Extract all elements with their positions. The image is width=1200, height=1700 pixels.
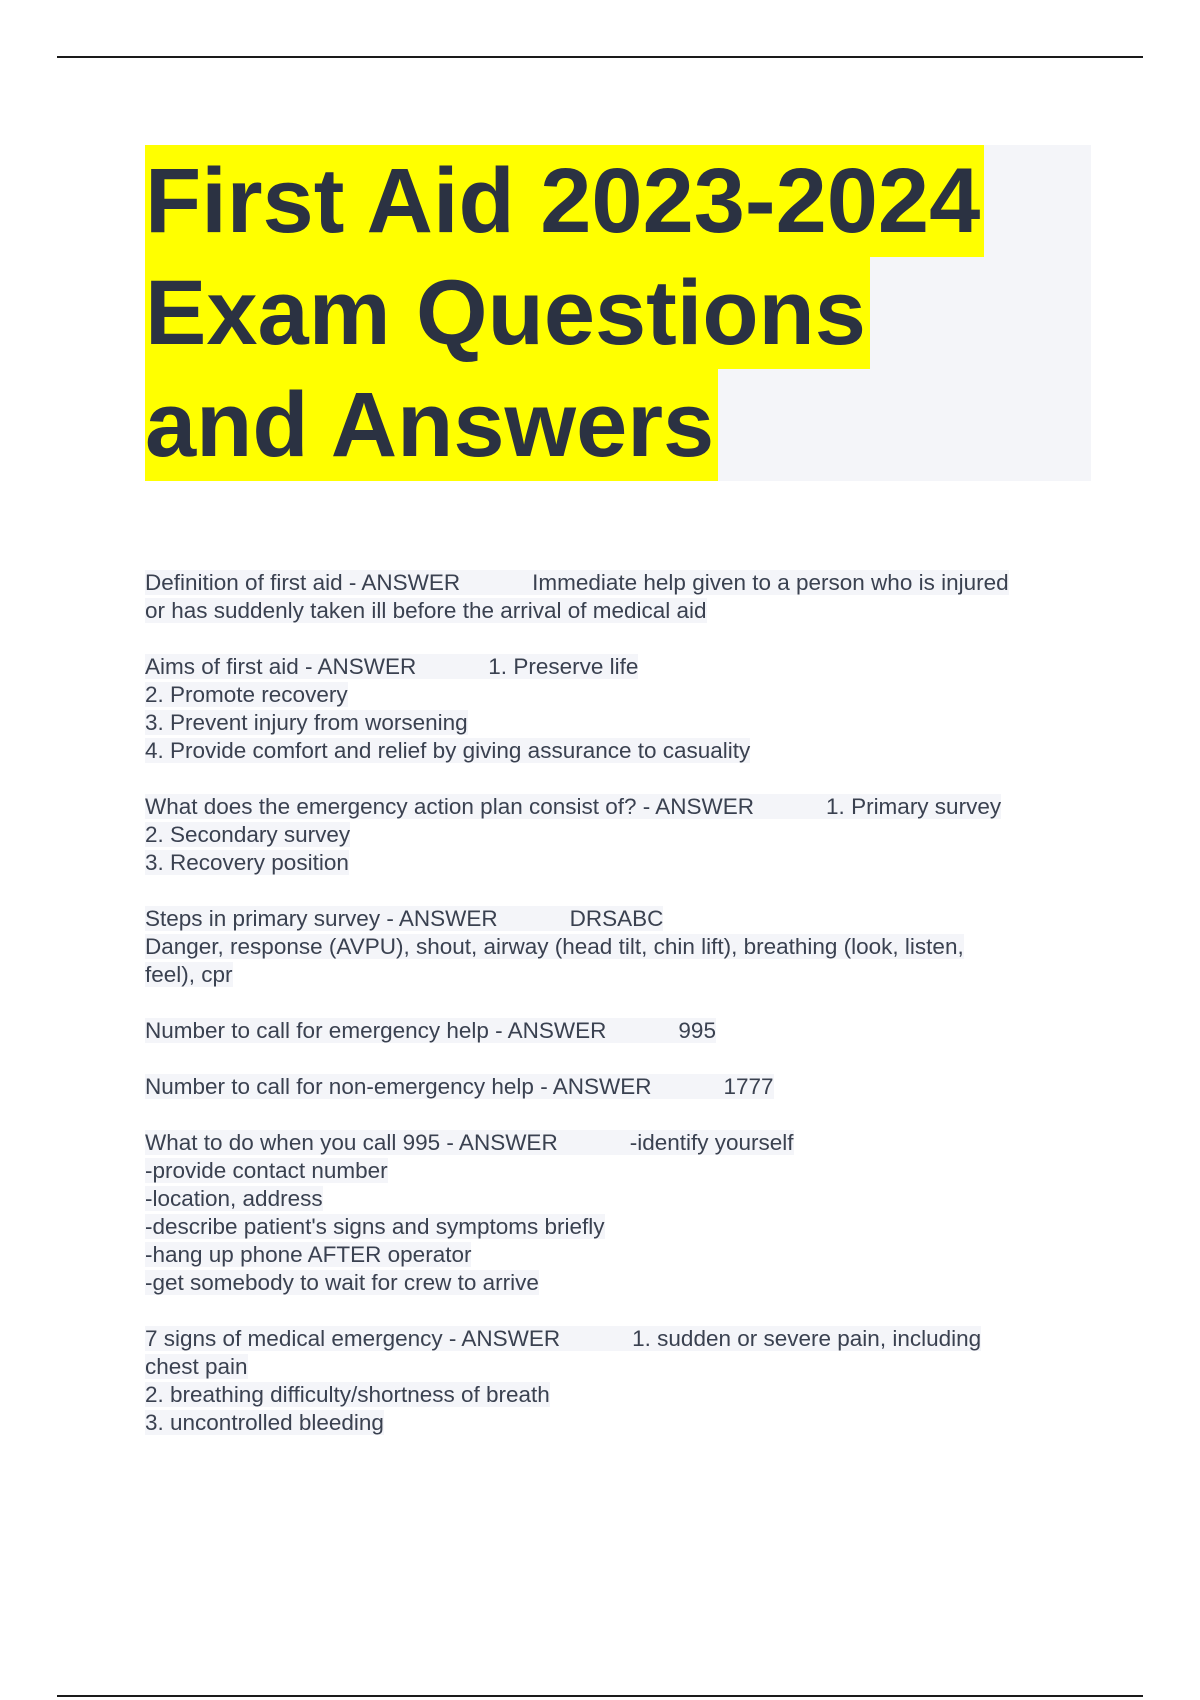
answer: Immediate help given to a person who is injured xyxy=(532,570,1009,595)
bottom-rule xyxy=(57,1695,1143,1697)
answer-line: Danger, response (AVPU), shout, airway (head tilt, chin lift), breathing (look, listen, xyxy=(145,934,964,959)
qa-item-aims xyxy=(145,653,1095,765)
answer-line: -describe patient's signs and symptoms briefly xyxy=(145,1214,605,1239)
answer-line: 2. breathing difficulty/shortness of breath xyxy=(145,1382,550,1407)
title-block xyxy=(145,145,1091,481)
answer: 1. Primary survey xyxy=(826,794,1002,819)
qa-list xyxy=(145,569,1095,1465)
answer-line: 3. uncontrolled bleeding xyxy=(145,1410,384,1435)
answer-line: 2. Promote recovery xyxy=(145,682,348,707)
qa-item-call-995 xyxy=(145,1129,1095,1297)
question: What does the emergency action plan consist of? - ANSWER xyxy=(145,794,755,819)
title-line-1: First Aid 2023-2024 xyxy=(145,145,984,257)
answer: 995 xyxy=(678,1018,716,1043)
qa-item-primary-survey xyxy=(145,905,1095,989)
qa-item-non-emergency-number xyxy=(145,1073,1095,1101)
answer: -identify yourself xyxy=(629,1130,794,1155)
question: What to do when you call 995 - ANSWER xyxy=(145,1130,558,1155)
top-rule xyxy=(57,56,1143,58)
answer-line: -provide contact number xyxy=(145,1158,388,1183)
question: 7 signs of medical emergency - ANSWER xyxy=(145,1326,561,1351)
answer-line: or has suddenly taken ill before the arrival of medical aid xyxy=(145,598,707,623)
answer-line: -location, address xyxy=(145,1186,323,1211)
answer: 1. sudden or severe pain, including xyxy=(632,1326,982,1351)
title-line-3: and Answers xyxy=(145,369,718,481)
qa-item-emergency-number xyxy=(145,1017,1095,1045)
answer: 1. Preserve life xyxy=(488,654,639,679)
qa-item-medical-emergency-signs xyxy=(145,1325,1095,1437)
title-line-2: Exam Questions xyxy=(145,257,870,369)
answer-line: feel), cpr xyxy=(145,962,233,987)
question: Number to call for non-emergency help - ANSWER xyxy=(145,1074,652,1099)
answer-line: 3. Recovery position xyxy=(145,850,349,875)
question: Steps in primary survey - ANSWER xyxy=(145,906,498,931)
answer: DRSABC xyxy=(569,906,664,931)
answer-line: 4. Provide comfort and relief by giving assurance to casuality xyxy=(145,738,751,763)
answer-line: 2. Secondary survey xyxy=(145,822,351,847)
question: Aims of first aid - ANSWER xyxy=(145,654,417,679)
qa-item-definition xyxy=(145,569,1095,625)
answer-line: 3. Prevent injury from worsening xyxy=(145,710,468,735)
answer-line: chest pain xyxy=(145,1354,248,1379)
answer-line: -get somebody to wait for crew to arrive xyxy=(145,1270,539,1295)
answer-line: -hang up phone AFTER operator xyxy=(145,1242,472,1267)
question: Definition of first aid - ANSWER xyxy=(145,570,461,595)
answer: 1777 xyxy=(723,1074,774,1099)
qa-item-action-plan xyxy=(145,793,1095,877)
question: Number to call for emergency help - ANSWER xyxy=(145,1018,607,1043)
